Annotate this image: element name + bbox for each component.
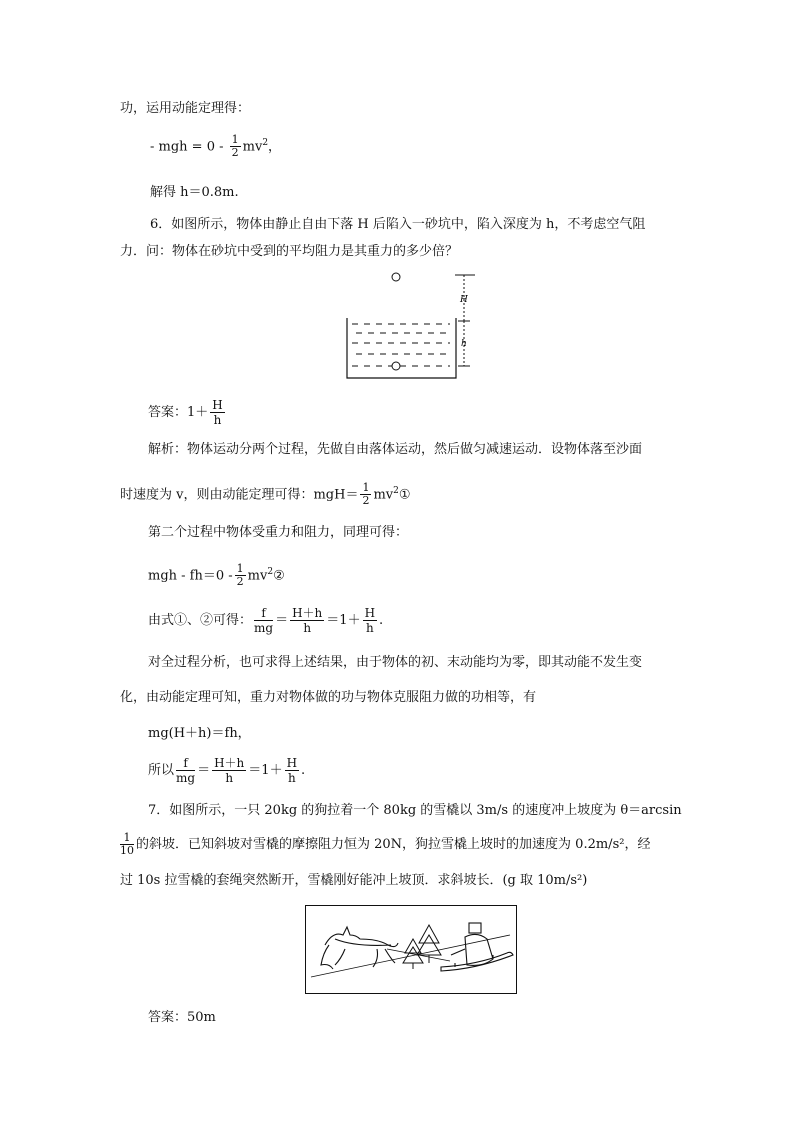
fraction: $\frac{H+h}{h}$ [214, 756, 245, 785]
fraction: $\frac{H}{h}$ [286, 756, 298, 785]
question-6-line2: 力．问：物体在砂坑中受到的平均阻力是其重力的多少倍？ [120, 244, 459, 259]
fraction: $\frac{f}{mg}$ [176, 756, 196, 785]
fraction: $\frac{1}{10}$ [120, 831, 134, 857]
solution-line: 对全过程分析，也可求得上述结果，由于物体的初、末动能均为零，即其动能不发生变 [148, 655, 643, 670]
solution-line: 所以 $\frac{f}{mg}$ ＝ $\frac{H+h}{h}$ ＝1＋ $\frac{H}{h}$ . [148, 756, 306, 785]
ball-top-icon [392, 273, 400, 281]
fraction: $\frac{f}{mg}$ [254, 606, 274, 635]
question-7-line1: 7．如图所示，一只 20kg 的狗拉着一个 80kg 的雪橇以 3m/s 的速度冲上坡度为 θ＝arcsin [148, 803, 682, 818]
fraction: $\frac{1}{2}$ [362, 481, 370, 508]
fraction: $\frac{1}{2}$ [231, 133, 239, 160]
label-H: H [460, 295, 468, 305]
eq-lhs: - mgh = 0 - [150, 139, 224, 155]
solution-line: mgh - fh＝0 - $\frac{1}{2}$ $mv^2②$ [148, 562, 285, 589]
label-h: h [461, 339, 467, 349]
dog-sled-figure [305, 905, 517, 995]
solution-line: 化，由动能定理可知，重力对物体做的功与物体克服阻力做的功相等，有 [120, 690, 537, 705]
solution-line: 时速度为 v，则由动能定理可得：mgH＝ $\frac{1}{2}$ $mv^2①$ [120, 481, 411, 508]
question-7-line2: $\frac{1}{10}$ 的斜坡．已知斜坡对雪橇的摩擦阻力恒为 20N，狗拉雪橇上坡时的加速度为 0.2m/s²，经 [120, 831, 651, 857]
answer-6: 答案：1＋ $\frac{H}{h}$ [148, 398, 223, 427]
answer-7: 答案：50m [148, 1010, 216, 1025]
fraction: $\frac{H}{h}$ [212, 398, 223, 427]
equation-1: - mgh = 0 - $\frac{1}{2}$ $mv^2$， [150, 133, 282, 160]
solution-line: 第二个过程中物体受重力和阻力，同理可得： [148, 525, 409, 540]
question-6-line1: 6．如图所示，物体由静止自由下落 H 后陷入一砂坑中，陷入深度为 h，不考虑空气阻 [150, 217, 646, 232]
text-line: 解得 h＝0.8m. [150, 185, 239, 200]
solution-line: 解析：物体运动分两个过程，先做自由落体运动，然后做匀减速运动．设物体落至沙面 [148, 442, 643, 457]
sand-pit-figure [340, 266, 490, 386]
solution-line: 由式①、②可得： $\frac{f}{mg}$ ＝ $\frac{H+h}{h}$ ＝1＋ $\frac{H}{h}$ . [148, 606, 384, 635]
solution-line: mg(H＋h)＝fh， [148, 726, 251, 741]
fraction: $\frac{1}{2}$ [236, 562, 244, 589]
question-7-line3: 过 10s 拉雪橇的套绳突然断开，雪橇刚好能冲上坡顶．求斜坡长．(g 取 10m/s²) [120, 873, 588, 888]
ball-bottom-icon [392, 362, 400, 370]
text-line: 功，运用动能定理得： [120, 101, 251, 116]
fraction: $\frac{H}{h}$ [364, 606, 376, 635]
fraction: $\frac{H+h}{h}$ [292, 606, 323, 635]
